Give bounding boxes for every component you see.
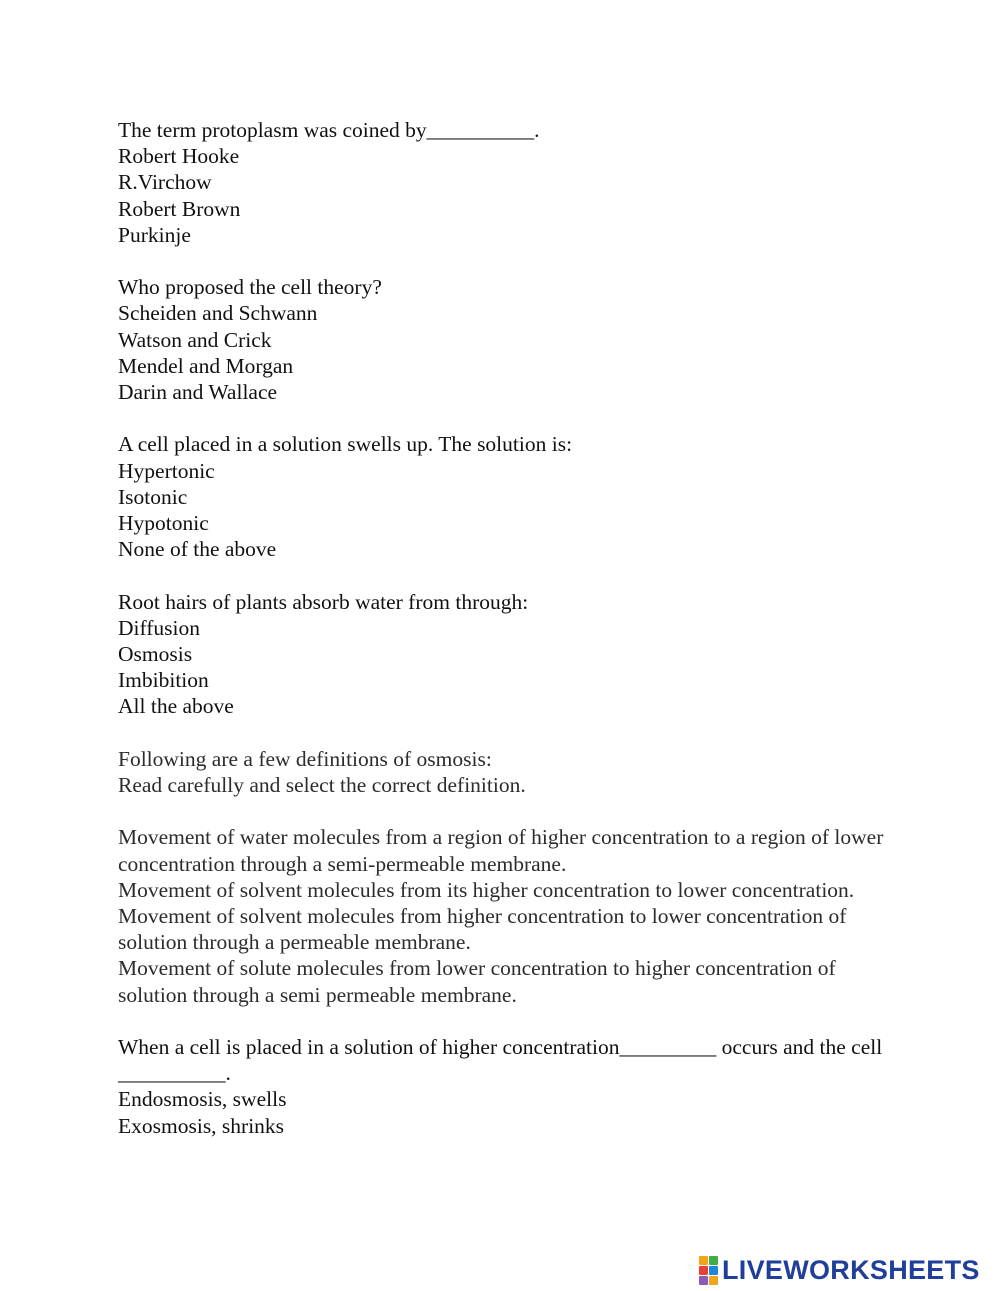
answer-option[interactable]: Robert Brown xyxy=(118,196,241,221)
answer-option[interactable]: Mendel and Morgan xyxy=(118,353,294,378)
answer-option[interactable]: Robert Hooke xyxy=(118,144,240,169)
answer-option[interactable]: Hypertonic xyxy=(118,458,215,483)
logo-block xyxy=(709,1276,718,1285)
answer-option[interactable]: Hypotonic xyxy=(118,511,209,536)
answer-option[interactable]: Exosmosis, shrinks xyxy=(118,1113,285,1138)
answer-option[interactable]: Purkinje xyxy=(118,222,191,247)
question-5-options xyxy=(118,824,898,1007)
question-stem: Root hairs of plants absorb water from through: xyxy=(118,589,529,614)
answer-option[interactable]: Diffusion xyxy=(118,615,201,640)
answer-option[interactable]: Watson and Crick xyxy=(118,327,272,352)
worksheet-content xyxy=(118,117,898,1139)
answer-option[interactable]: Movement of solute molecules from lower concentration to higher concentration of solution through a semi permeable membrane. xyxy=(118,956,842,1007)
logo-blocks-icon xyxy=(699,1256,718,1285)
question-instruction: Read carefully and select the correct definition. xyxy=(118,773,526,798)
answer-option[interactable]: Movement of solvent molecules from its higher concentration to lower concentration. xyxy=(118,877,855,902)
question-2 xyxy=(118,274,898,405)
answer-option[interactable]: Isotonic xyxy=(118,484,188,509)
logo-block xyxy=(709,1256,718,1265)
question-6 xyxy=(118,1034,898,1139)
answer-option[interactable]: Scheiden and Schwann xyxy=(118,301,318,326)
answer-option[interactable]: Endosmosis, swells xyxy=(118,1087,287,1112)
question-stem: A cell placed in a solution swells up. The solution is: xyxy=(118,432,573,457)
liveworksheets-logo xyxy=(699,1255,980,1285)
answer-option[interactable]: Movement of water molecules from a region of higher concentration to a region of lower concentration through a semi-permeable membrane. xyxy=(118,825,889,876)
question-stem: The term protoplasm was coined by__________. xyxy=(118,118,540,142)
question-1 xyxy=(118,117,898,248)
answer-option[interactable]: All the above xyxy=(118,694,234,719)
logo-block xyxy=(709,1266,718,1275)
logo-block xyxy=(699,1276,708,1285)
answer-option[interactable]: Movement of solvent molecules from higher concentration to lower concentration of solution through a permeable membrane. xyxy=(118,904,852,955)
question-stem: Following are a few definitions of osmosis: xyxy=(118,746,492,771)
answer-option[interactable]: Imbibition xyxy=(118,668,209,693)
logo-block xyxy=(699,1266,708,1275)
question-stem: When a cell is placed in a solution of higher concentration_________ occurs and the cell __________. xyxy=(118,1035,888,1086)
logo-text: LIVEWORKSHEETS xyxy=(722,1255,980,1285)
answer-option[interactable]: None of the above xyxy=(118,537,277,562)
logo-block xyxy=(699,1256,708,1265)
question-5-intro xyxy=(118,746,898,798)
answer-option[interactable]: Darin and Wallace xyxy=(118,380,278,405)
question-stem: Who proposed the cell theory? xyxy=(118,275,382,300)
answer-option[interactable]: Osmosis xyxy=(118,642,193,667)
answer-option[interactable]: R.Virchow xyxy=(118,170,212,195)
question-3 xyxy=(118,431,898,562)
question-4 xyxy=(118,589,898,720)
